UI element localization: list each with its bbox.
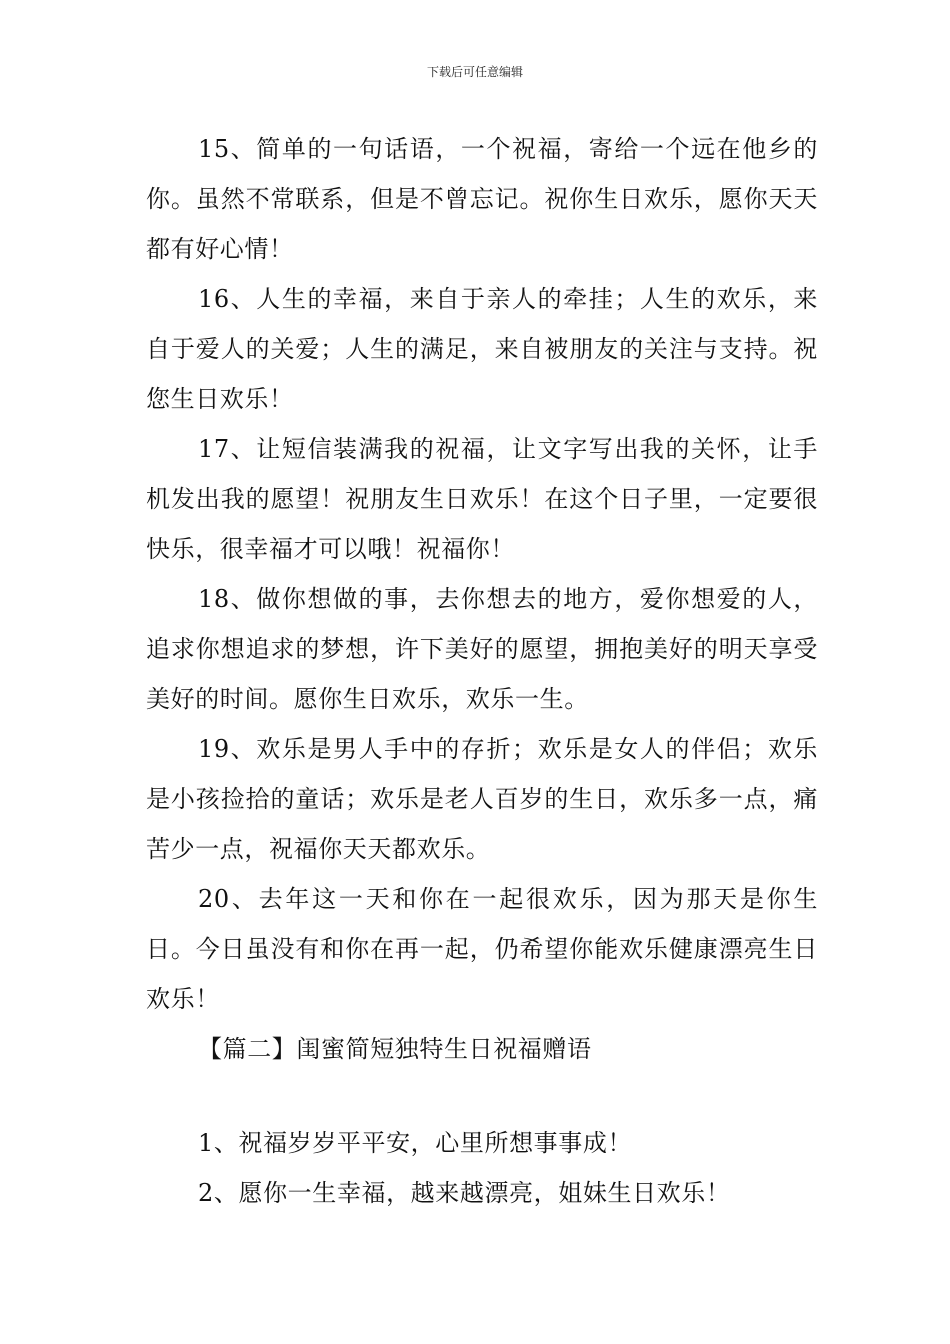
list-item: 2、愿你一生幸福，越来越漂亮，姐妹生日欢乐！ (198, 1179, 731, 1207)
blessing-paragraph-18: 18、做你想做的事，去你想去的地方，爱你想爱的人，追求你想追求的梦想，许下美好的愿望，拥抱美好的明天享受美好的时间。愿你生日欢乐，欢乐一生。 (146, 585, 818, 713)
section-title: 【篇二】闺蜜简短独特生日祝福赠语 (198, 1035, 592, 1063)
blessing-paragraph-16: 16、人生的幸福，来自于亲人的牵挂；人生的欢乐，来自于爱人的关爱；人生的满足，来自被朋友的关注与支持。祝您生日欢乐！ (146, 285, 818, 413)
page-header-note: 下载后可任意编辑 (426, 65, 523, 79)
list-item: 1、祝福岁岁平平安，心里所想事事成！ (198, 1129, 633, 1157)
blessing-paragraph-15: 15、简单的一句话语，一个祝福，寄给一个远在他乡的你。虽然不常联系，但是不曾忘记。祝你生日欢乐，愿你天天都有好心情！ (146, 135, 818, 263)
blessing-paragraph-17: 17、让短信装满我的祝福，让文字写出我的关怀，让手机发出我的愿望！祝朋友生日欢乐！在这个日子里，一定要很快乐，很幸福才可以哦！祝福你！ (146, 435, 818, 563)
blessing-paragraph-19: 19、欢乐是男人手中的存折；欢乐是女人的伴侣；欢乐是小孩捡拾的童话；欢乐是老人百岁的生日，欢乐多一点，痛苦少一点，祝福你天天都欢乐。 (146, 735, 818, 863)
blessing-paragraph-20: 20、去年这一天和你在一起很欢乐，因为那天是你生日。今日虽没有和你在再一起，仍希望你能欢乐健康漂亮生日欢乐！ (146, 885, 818, 1013)
document-body (146, 124, 818, 1218)
